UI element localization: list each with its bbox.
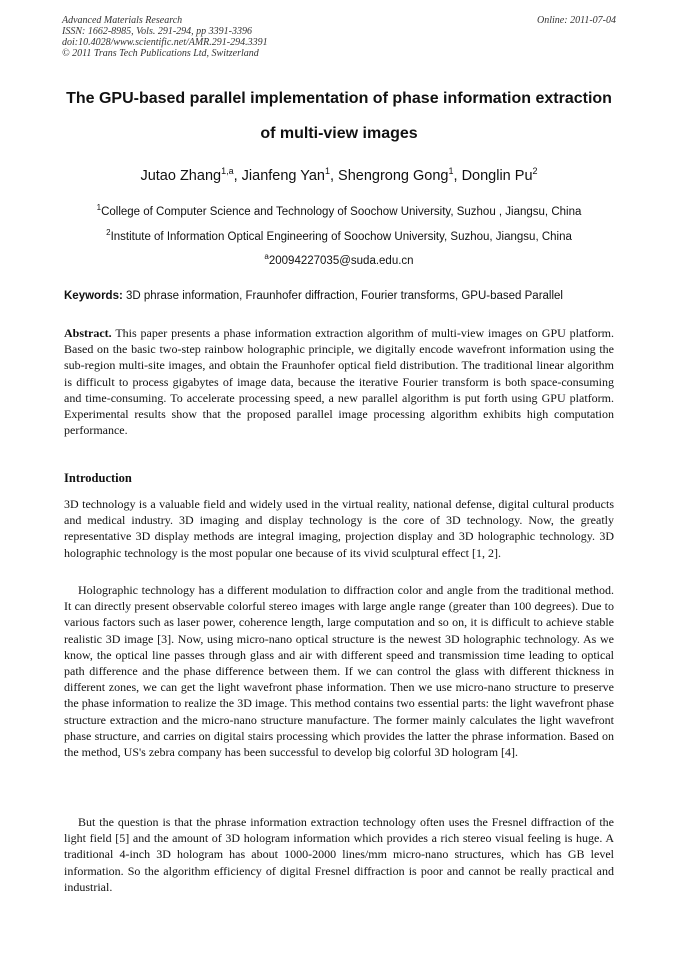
author-affil-sup: 2 xyxy=(532,166,538,176)
affiliation-text: College of Computer Science and Technology of Soochow University, Suzhou , Jiangsu, China xyxy=(101,205,582,218)
intro-paragraph-1: 3D technology is a valuable field and widely used in the virtual reality, national defense, digital cultural products and medical industry. 3D imaging and display technology is the core of 3D technology. Now, the greatly representative 3D display methods are integral imaging, projection display and 3D holographic technology. 3D holographic technology is the most popular one because of its vivid sculptural effect [1, 2]. xyxy=(64,497,614,560)
affiliation-2 xyxy=(30,228,648,243)
author-separator: , xyxy=(329,167,339,184)
author-separator: , xyxy=(453,167,462,184)
paper-title-line-2: of multi-view images xyxy=(260,125,418,142)
author-separator: , xyxy=(233,167,242,184)
author-name: Shengrong Gong xyxy=(338,167,449,184)
intro-paragraph-2: Holographic technology has a different modulation to diffraction color and angle from the traditional method. It can directly present observable colorful stereo images with large angle range (greater than 100 degrees). Due to various factors such as laser power, coherence length, large computation and so on, it is difficult to achieve stable realistic 3D image [3]. Now, using micro-nano optical structure is the newest 3D holographic technology. As we know, the optical line passes through glass and air with different speed and transmission time leading to optical path difference and the phase difference between them. If we can control the glass with different thickness in different zones, we can get the light wavefront phase information. Then we use micro-nano structure to preserve the phase information to realize the 3D image. This method contains two essential parts: the light wavefront phase structure extraction and the micro-nano structure manufacture. The former mainly calculates the light wavefront phase structure, and carries on digital stairs processing which provides the latter the phrase information. Based on the method, US's zebra company has been successful to develop big colorful 3D hologram [4]. xyxy=(64,583,614,760)
keywords-label: Keywords: xyxy=(64,290,123,302)
author-affil-sup: 1 xyxy=(324,166,330,176)
keywords-text: 3D phrase information, Fraunhofer diffraction, Fourier transforms, GPU-based Parallel xyxy=(126,290,563,302)
copyright-line: © 2011 Trans Tech Publications Ltd, Switzerland xyxy=(62,48,259,59)
email-sup: a xyxy=(264,252,269,261)
abstract-text: This paper presents a phase information extraction algorithm of multi-view images on GPU platform. Based on the basic two-step rainbow holographic principle, we digitally encode wavefront information using the sub-region multi-site images, and obtain the Fraunhofer optical field distribution. The traditional linear algorithm is difficult to process gigabytes of image data, because the iterative Fourier transform is both space-consuming and time-consuming. To accelerate processing speed, a new parallel algorithm is put forth using GPU platform. Experimental results show that the proposed parallel image processing algorithm exhibits high computation performance. xyxy=(64,326,614,438)
affiliation-sup: 1 xyxy=(96,203,102,212)
email-text: 20094227035@suda.edu.cn xyxy=(268,254,414,267)
abstract-label: Abstract. xyxy=(64,326,112,340)
author-affil-sup: 1,a xyxy=(221,166,234,176)
issn-line: ISSN: 1662-8985, Vols. 291-294, pp 3391-3396 xyxy=(62,26,252,37)
author-affil-sup: 1 xyxy=(448,166,454,176)
author-name: Jianfeng Yan xyxy=(241,167,325,184)
author-list xyxy=(40,166,638,184)
online-date: Online: 2011-07-04 xyxy=(537,15,616,26)
affiliation-1 xyxy=(30,203,648,218)
author-email xyxy=(30,252,648,267)
paper-title-line-1: The GPU-based parallel implementation of phase information extraction xyxy=(66,90,612,107)
intro-paragraph-3: But the question is that the phrase information extraction technology often uses the Fresnel diffraction of the light field [5] and the amount of 3D hologram information which provides a rich stereo visual feeling is huge. A traditional 4-inch 3D hologram has about 1000-2000 lines/mm micro-nano structures, which has GB level information. So the algorithm efficiency of digital Fresnel diffraction is poor and cannot be really practical and industrial. xyxy=(64,815,614,894)
journal-name: Advanced Materials Research xyxy=(62,15,183,26)
affiliation-text: Institute of Information Optical Engineering of Soochow University, Suzhou, Jiangsu, China xyxy=(110,230,572,243)
doi-line: doi:10.4028/www.scientific.net/AMR.291-294.3391 xyxy=(62,37,268,48)
author-name: Jutao Zhang xyxy=(140,167,222,184)
abstract xyxy=(64,325,614,438)
author-name: Donglin Pu xyxy=(461,167,533,184)
affiliation-sup: 2 xyxy=(106,228,111,237)
journal-header xyxy=(62,15,616,59)
section-heading-introduction: Introduction xyxy=(64,471,132,485)
keywords xyxy=(64,290,620,302)
